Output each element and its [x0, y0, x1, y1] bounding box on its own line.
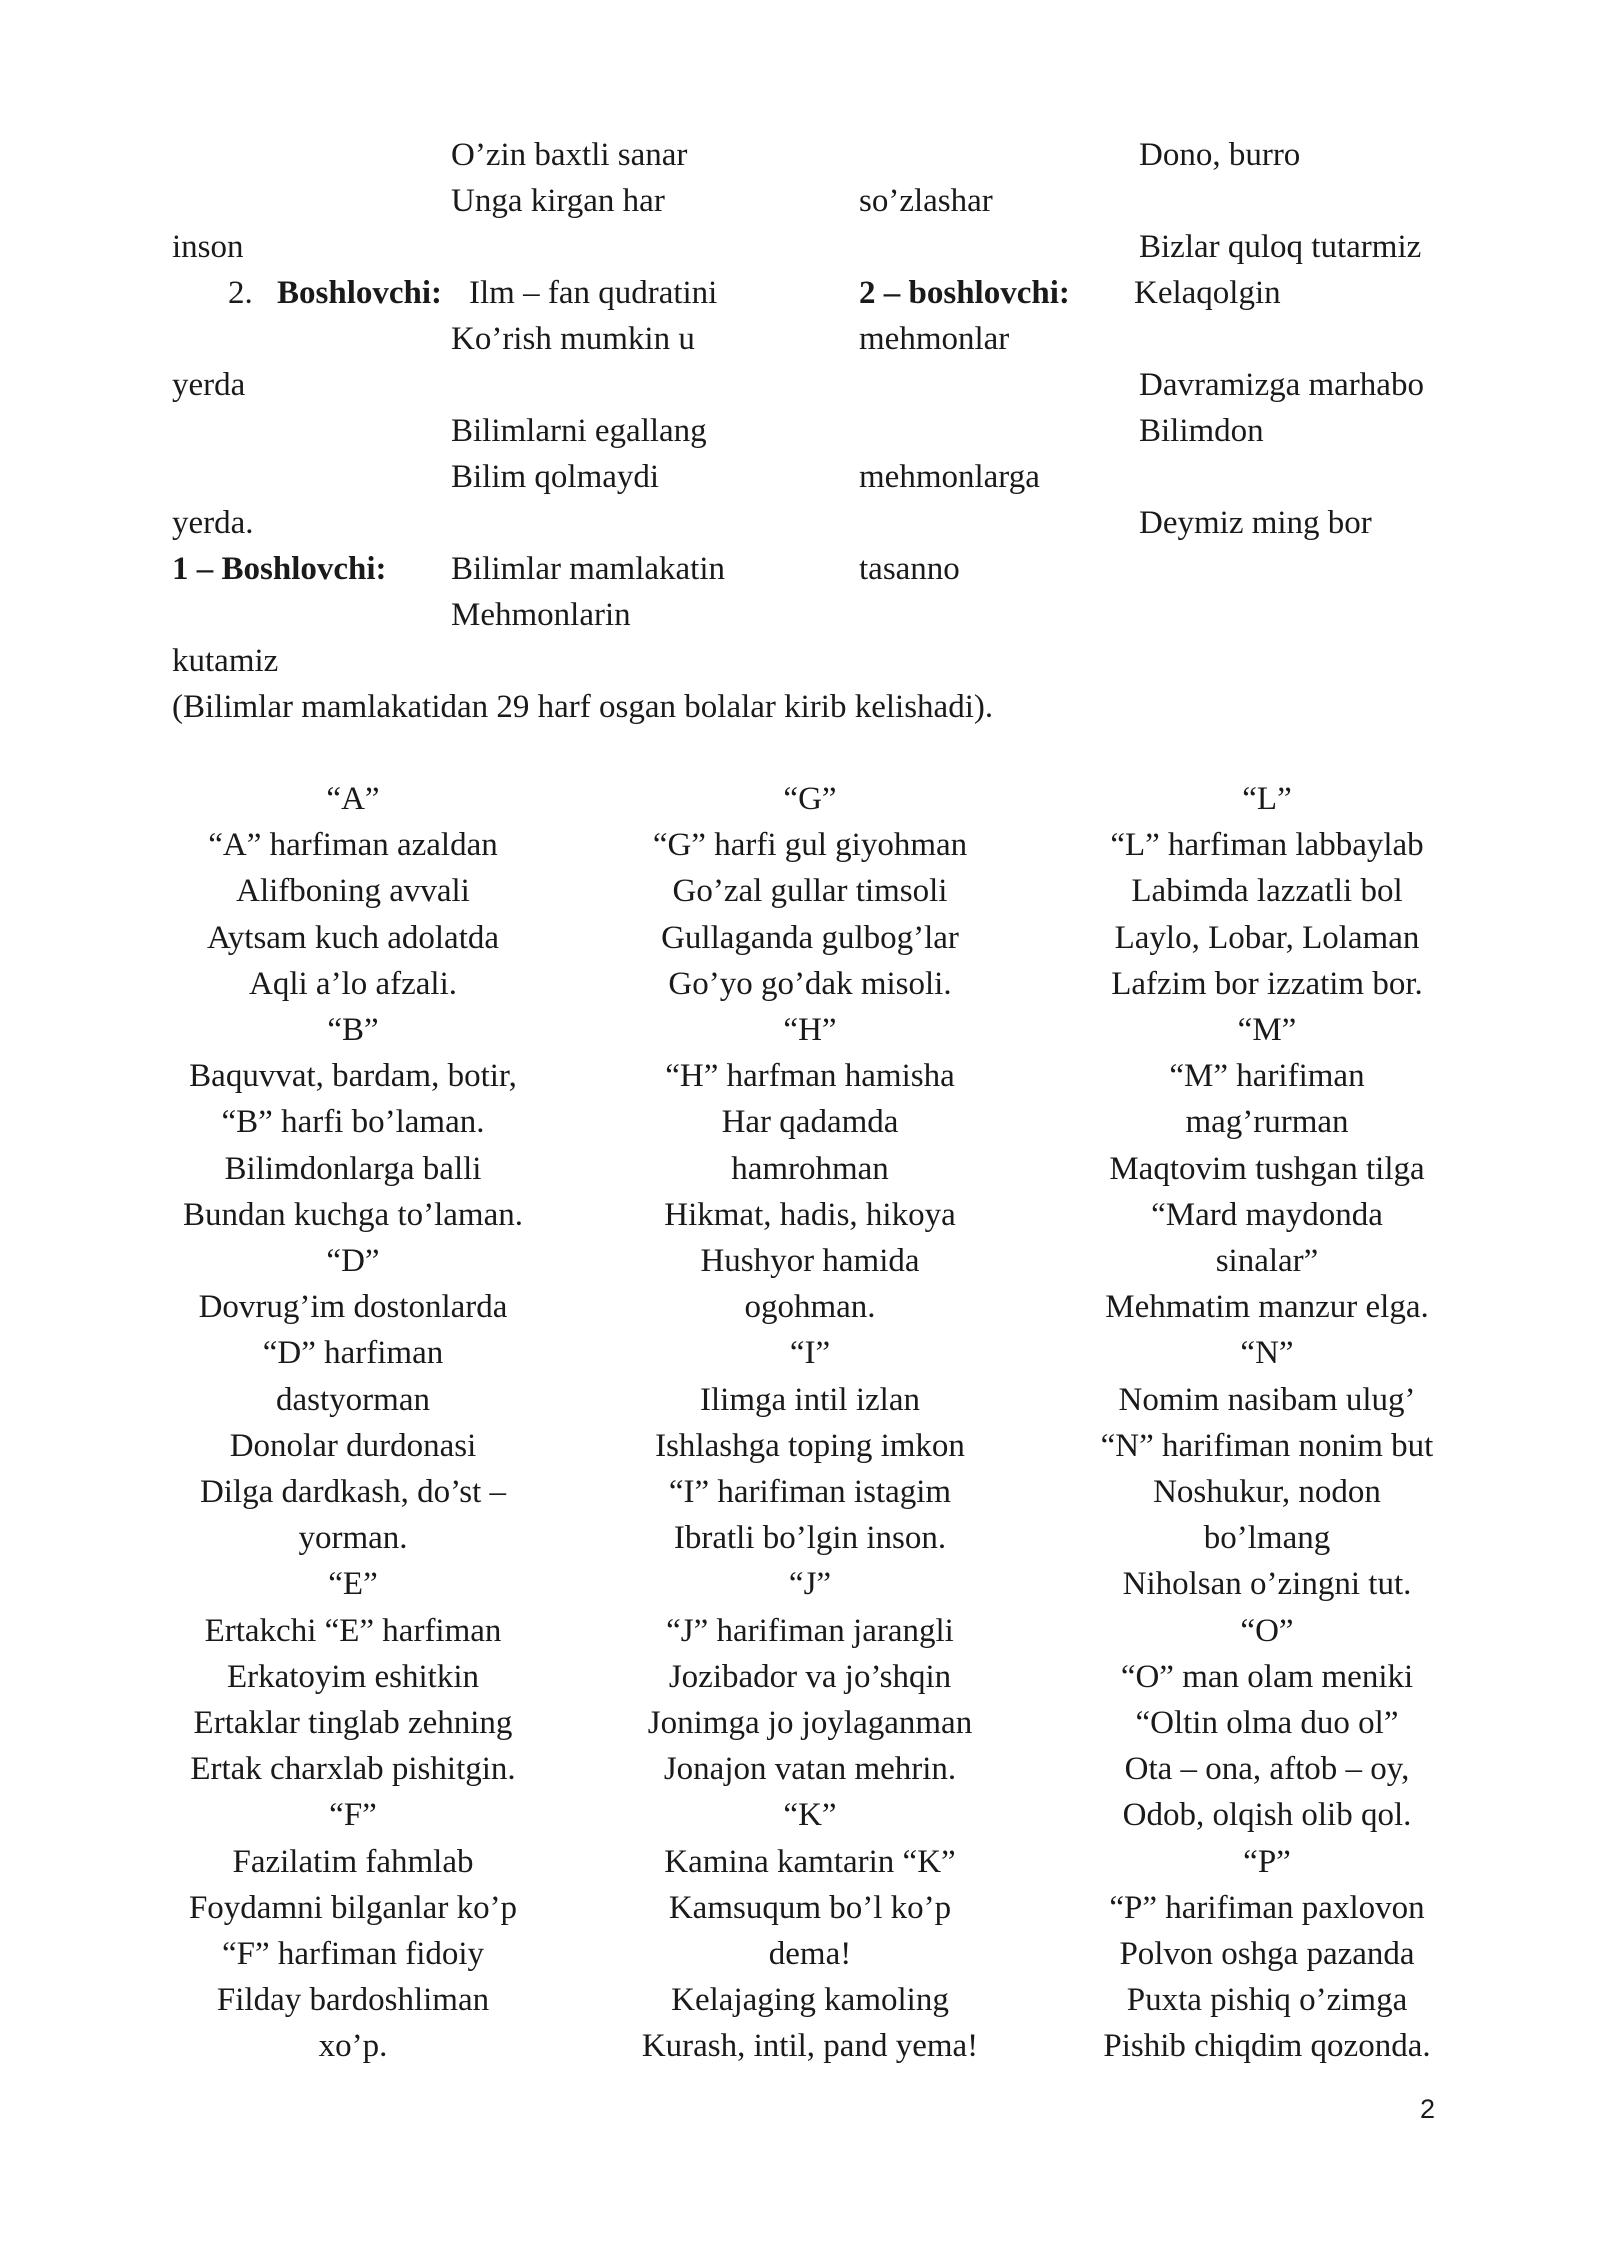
poem-line: mag’rurman: [1185, 1104, 1349, 1141]
poem-line: Polvon oshga pazanda: [1119, 1936, 1415, 1973]
poem-line: Ilimga intil izlan: [700, 1381, 920, 1418]
list-number: 2.: [228, 275, 253, 311]
speaker-label: 1 – Boshlovchi:: [172, 551, 387, 587]
intro-line: inson: [172, 229, 244, 265]
intro-line: Bilimlarni egallang: [451, 413, 707, 449]
poem-line: Bilimdonlarga balli: [224, 1150, 482, 1187]
poem-line: “H”: [783, 1012, 837, 1049]
intro-line: Ilm – fan qudratini: [469, 275, 718, 311]
poem-line: “I” harifiman istagim: [668, 1474, 952, 1511]
intro-line: Unga kirgan har: [451, 183, 665, 219]
poem-line: Jozibador va jo’shqin: [668, 1658, 952, 1695]
poem-line: Dilga dardkash, do’st –: [199, 1474, 507, 1511]
poem-line: dema!: [768, 1936, 852, 1973]
poem-line: “O” man olam meniki: [1120, 1658, 1414, 1695]
poem-line: Dovrug’im dostonlarda: [198, 1289, 508, 1326]
poem-line: “K”: [783, 1797, 837, 1834]
poem-line: “J”: [788, 1566, 832, 1603]
poem-line: Jonajon vatan mehrin.: [663, 1751, 957, 1788]
intro-line: mehmonlar: [859, 321, 1010, 357]
poem-line: Noshukur, nodon: [1153, 1474, 1381, 1511]
intro-line: so’zlashar: [859, 183, 993, 219]
poem-line: “I”: [789, 1335, 831, 1372]
poem-line: Niholsan o’zingni tut.: [1122, 1566, 1412, 1603]
poem-line: Alifboning avvali: [236, 873, 470, 910]
poem-line: “F”: [329, 1797, 377, 1834]
poem-line: Filday bardoshliman: [216, 1982, 490, 2019]
poem-line: Ibratli bo’lgin inson.: [673, 1520, 947, 1557]
poem-line: Odob, olqish olib qol.: [1122, 1797, 1412, 1834]
poem-column-3: [1057, 776, 1477, 2070]
poem-line: Ishlashga toping imkon: [655, 1427, 965, 1464]
poem-line: ogohman.: [744, 1289, 876, 1326]
poem-line: Go’yo go’dak misoli.: [668, 965, 952, 1002]
poem-line: “L”: [1242, 781, 1292, 817]
intro-line: Davramizga marhabo: [1139, 367, 1424, 403]
poem-line: Kamina kamtarin “K”: [664, 1843, 956, 1880]
intro-line: Ko’rish mumkin u: [451, 321, 695, 357]
poem-line: hamrohman: [731, 1150, 889, 1187]
poem-line: Ota – ona, aftob – oy,: [1124, 1751, 1410, 1788]
speaker-label: 2 – boshlovchi:: [859, 275, 1070, 311]
poem-line: Kamsuqum bo’l ko’p: [668, 1889, 952, 1926]
poem-line: sinalar”: [1215, 1243, 1319, 1280]
poem-line: “Oltin olma duo ol”: [1135, 1705, 1399, 1742]
poem-line: “D” harfiman: [262, 1335, 444, 1372]
poem-line: “A”: [326, 781, 380, 817]
intro-line: Deymiz ming bor: [1139, 505, 1372, 541]
intro-line: Bilimlar mamlakatin: [451, 551, 726, 587]
poem-line: “L” harfiman labbaylab: [1110, 827, 1424, 864]
poem-line: Erkatoyim eshitkin: [226, 1658, 480, 1695]
poem-line: “F” harfiman fidoiy: [221, 1936, 485, 1973]
poem-line: Baquvvat, bardam, botir,: [189, 1058, 517, 1095]
poem-line: xo’p.: [318, 2028, 388, 2065]
poem-line: Hushyor hamida: [700, 1243, 920, 1280]
speaker-label: Boshlovchi:: [277, 275, 443, 311]
poem-line: “G”: [783, 781, 837, 817]
poem-line: Maqtovim tushgan tilga: [1109, 1150, 1425, 1187]
intro-line: Kelaqolgin: [1134, 275, 1281, 311]
poem-line: Ertaklar tinglab zehning: [193, 1705, 513, 1742]
poem-line: “N” harifiman nonim but: [1100, 1427, 1434, 1464]
poem-line: “H” harfman hamisha: [665, 1058, 955, 1095]
poem-line: “A” harfiman azaldan: [208, 827, 498, 864]
stage-direction: (Bilimlar mamlakatidan 29 harf osgan bolalar kirib kelishadi).: [172, 689, 994, 725]
page-number: 2: [1420, 2094, 1436, 2124]
poem-line: yorman.: [298, 1520, 408, 1557]
poem-line: “O”: [1240, 1612, 1294, 1649]
poem-line: “B”: [327, 1012, 379, 1049]
poem-line: Lafzim bor izzatim bor.: [1111, 965, 1423, 1002]
poem-line: “P”: [1243, 1843, 1291, 1880]
poem-line: Aytsam kuch adolatda: [206, 919, 500, 956]
poem-line: Jonimga jo joylaganman: [647, 1705, 973, 1742]
poem-line: Foydamni bilganlar ko’p: [188, 1889, 518, 1926]
intro-line: tasanno: [859, 551, 960, 587]
intro-line: Bilim qolmaydi: [451, 459, 660, 495]
poem-line: Gullaganda gulbog’lar: [661, 919, 959, 956]
intro-line: mehmonlarga: [859, 459, 1040, 495]
poem-line: Kurash, intil, pand yema!: [641, 2028, 979, 2065]
poem-line: “G” harfi gul giyohman: [652, 827, 968, 864]
poem-line: Kelajaging kamoling: [671, 1982, 949, 2019]
poem-line: Ertakchi “E” harfiman: [204, 1612, 502, 1649]
poem-line: “D”: [326, 1243, 380, 1280]
poem-line: Pishib chiqdim qozonda.: [1103, 2028, 1431, 2065]
poem-line: “Mard maydonda: [1151, 1196, 1383, 1233]
intro-line: Bilimdon: [1139, 413, 1264, 449]
poem-column-1: [143, 776, 563, 2070]
poem-line: dastyorman: [276, 1381, 430, 1418]
poem-line: Har qadamda: [721, 1104, 899, 1141]
poem-line: Labimda lazzatli bol: [1131, 873, 1403, 910]
poem-line: Donolar durdonasi: [229, 1427, 477, 1464]
poem-line: “B” harfi bo’laman.: [221, 1104, 485, 1141]
poem-line: “J” harifiman jarangli: [666, 1612, 954, 1649]
poem-line: “E”: [328, 1566, 378, 1603]
intro-line: Dono, burro: [1139, 137, 1301, 173]
poem-column-2: [600, 776, 1020, 2070]
poem-line: Fazilatim fahmlab: [232, 1843, 474, 1880]
intro-line: yerda: [172, 367, 246, 403]
poem-line: bo’lmang: [1203, 1520, 1331, 1557]
poem-line: Ertak charxlab pishitgin.: [190, 1751, 516, 1788]
poem-line: Go’zal gullar timsoli: [672, 873, 948, 910]
intro-line: yerda.: [172, 505, 254, 541]
poem-line: “N”: [1240, 1335, 1294, 1372]
poem-line: Mehmatim manzur elga.: [1105, 1289, 1429, 1326]
poem-line: “M” harifiman: [1169, 1058, 1365, 1095]
intro-line: Mehmonlarin: [451, 597, 631, 633]
poem-line: Hikmat, hadis, hikoya: [664, 1196, 956, 1233]
poem-line: “M”: [1237, 1012, 1297, 1049]
intro-line: kutamiz: [172, 643, 279, 679]
poem-line: “P” harifiman paxlovon: [1109, 1889, 1425, 1926]
poem-line: Nomim nasibam ulug’: [1118, 1381, 1416, 1418]
intro-line: Bizlar quloq tutarmiz: [1139, 229, 1422, 265]
poem-line: Bundan kuchga to’laman.: [183, 1196, 523, 1233]
poem-line: Aqli a’lo afzali.: [249, 965, 457, 1002]
poem-line: Puxta pishiq o’zimga: [1126, 1982, 1408, 2019]
poem-line: Laylo, Lobar, Lolaman: [1114, 919, 1420, 956]
intro-line: O’zin baxtli sanar: [451, 137, 688, 173]
